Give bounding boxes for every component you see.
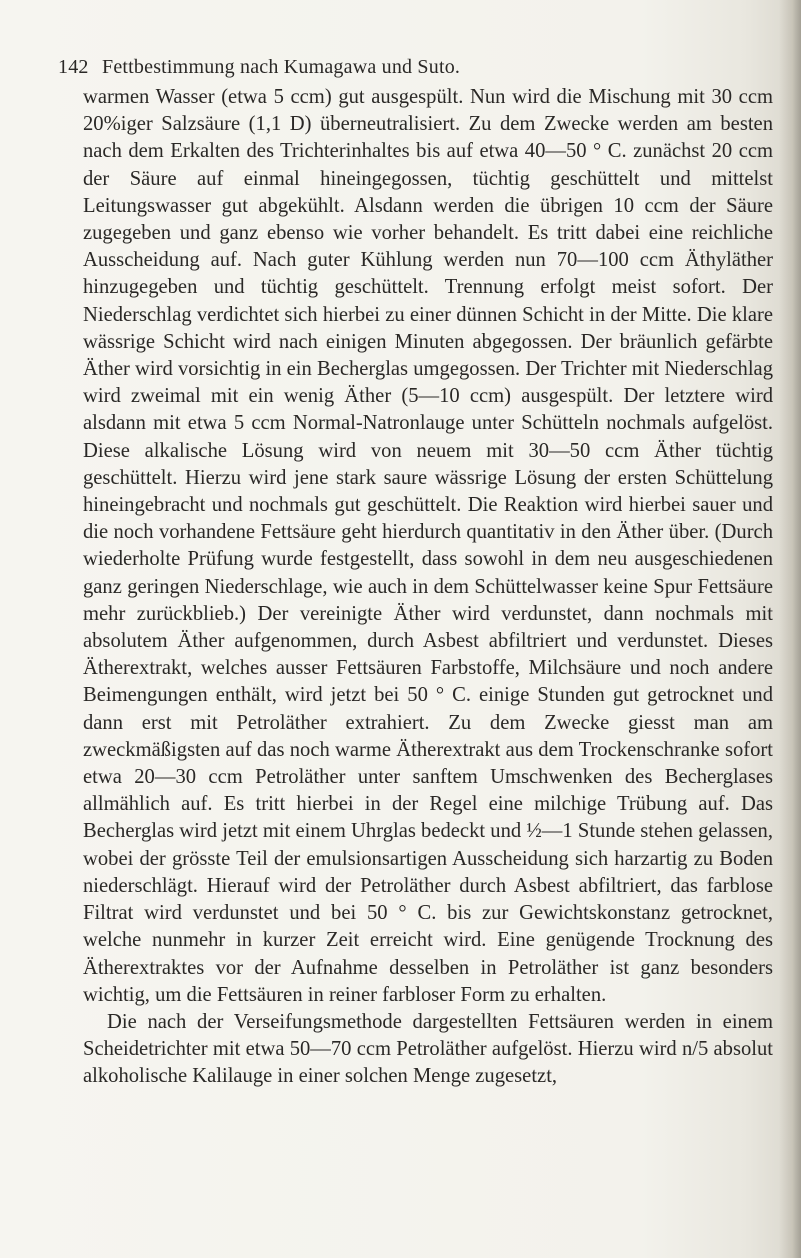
- paragraph-1: warmen Wasser (etwa 5 ccm) gut ausgespült. Nun wird die Mischung mit 30 ccm 20%iger Salzsäure (1,1 D) überneutralisiert. Zu dem Zwecke werden am besten nach dem Erkalten des Trichterinhaltes bis auf etwa 40—50 ° C. zunächst 20 ccm der Säure auf einmal hineingegossen, tüchtig geschüttelt und mittelst Leitungswasser gut abgekühlt. Alsdann werden die übrigen 10 ccm der Säure zugegeben und ganz ebenso wie vorher behandelt. Es tritt dabei eine reichliche Ausscheidung auf. Nach guter Kühlung werden nun 70—100 ccm Äthyläther hinzugegeben und tüchtig geschüttelt. Trennung erfolgt meist sofort. Der Niederschlag verdichtet sich hierbei zu einer dünnen Schicht in der Mitte. Die klare wässrige Schicht wird nach einigen Minuten abgegossen. Der bräunlich gefärbte Äther wird vorsichtig in ein Becherglas umgegossen. Der Trichter mit Niederschlag wird zweimal mit ein wenig Äther (5—10 ccm) ausgespült. Der letztere wird alsdann mit etwa 5 ccm Normal-Natronlauge unter Schütteln nochmals aufgelöst. Diese alkalische Lösung wird von neuem mit 30—50 ccm Äther tüchtig geschüttelt. Hierzu wird jene stark saure wässrige Lösung der ersten Schüttelung hineingebracht und nochmals gut geschüttelt. Die Reaktion wird hierbei sauer und die noch vorhandene Fettsäure geht hierdurch quantitativ in den Äther über. (Durch wiederholte Prüfung wurde festgestellt, dass sowohl in dem neu ausgeschiedenen ganz geringen Niederschlage, wie auch in dem Schüttelwasser keine Spur Fettsäure mehr zurückblieb.) Der vereinigte Äther wird verdunstet, dann nochmals mit absolutem Äther aufgenommen, durch Asbest abfiltriert und verdunstet. Dieses Ätherextrakt, welches ausser Fettsäuren Farbstoffe, Milchsäure und noch andere Beimengungen enthält, wird jetzt bei 50 ° C. einige Stunden gut getrocknet und dann erst mit Petroläther extrahiert. Zu dem Zwecke giesst man am zweckmäßigsten auf das noch warme Ätherextrakt aus dem Trockenschranke sofort etwa 20—30 ccm Petroläther unter sanftem Umschwenken des Becherglases allmählich auf. Es tritt hierbei in der Regel eine milchige Trübung auf. Das Becherglas wird jetzt mit einem Uhrglas bedeckt und ½—1 Stunde stehen gelassen, wobei der grösste Teil der emulsionsartigen Ausscheidung sich harzartig zu Boden niederschlägt. Hierauf wird der Petroläther durch Asbest abfiltriert, das farblose Filtrat wird verdunstet und bei 50 ° C. bis zur Gewichtskonstanz getrocknet, welche nunmehr in kurzer Zeit erreicht wird. Eine genügende Trocknung des Ätherextraktes vor der Aufnahme desselben in Petroläther ist ganz besonders wichtig, um die Fettsäuren in reiner farbloser Form zu erhalten.: [83, 86, 773, 1006]
- page-number: 142: [58, 56, 89, 78]
- body-text: [83, 84, 773, 1091]
- paragraph-2: Die nach der Verseifungsmethode dargestellten Fettsäuren werden in einem Scheidetrichter mit etwa 50—70 ccm Petroläther aufgelöst. Hierzu wird n/5 absolut alkoholische Kalilauge in einer solchen Menge zugesetzt,: [83, 1010, 773, 1088]
- running-title: Fettbestimmung nach Kumagawa und Suto.: [102, 56, 461, 78]
- page-edge-shadow: [779, 0, 801, 1258]
- page-header: [58, 56, 758, 86]
